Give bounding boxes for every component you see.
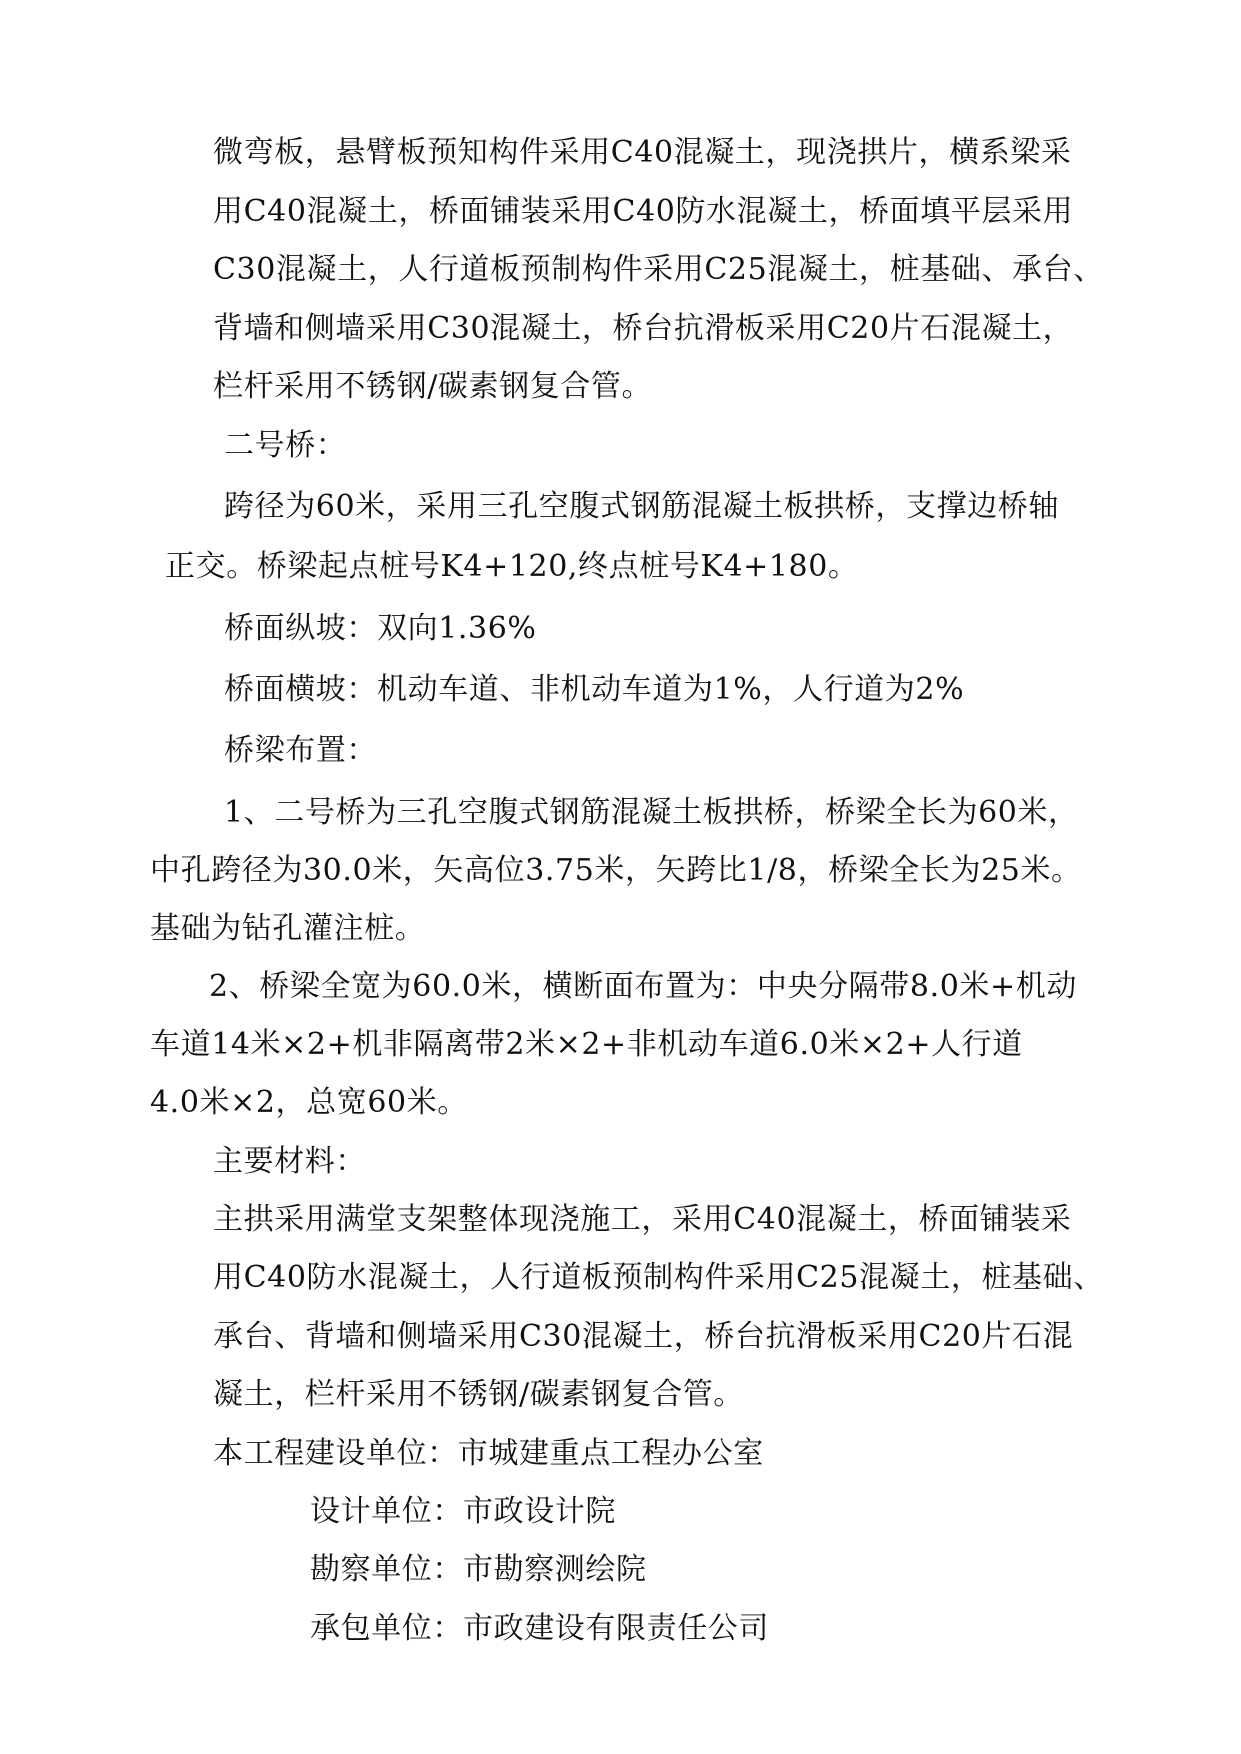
text-line: 桥面横坡：机动车道、非机动车道为1%，人行道为2%: [224, 672, 965, 707]
text-line: 跨径为60米，采用三孔空腹式钢筋混凝土板拱桥，支撑边桥轴: [224, 489, 1059, 524]
text-line: 用C40防水混凝土，人行道板预制构件采用C25混凝土，桩基础、: [213, 1260, 1104, 1295]
text-line: 勘察单位：市勘察测绘院: [310, 1552, 647, 1587]
section-heading: 主要材料：: [213, 1144, 366, 1179]
section-heading: 二号桥：: [224, 428, 347, 463]
text-line: C30混凝土，人行道板预制构件采用C25混凝土，桩基础、承台、: [213, 252, 1104, 287]
text-line: 栏杆采用不锈钢/碳素钢复合管。: [213, 369, 653, 404]
text-line: 4.0米×2，总宽60米。: [150, 1085, 468, 1120]
text-line: 车道14米×2+机非隔离带2米×2+非机动车道6.0米×2+人行道: [150, 1027, 1023, 1062]
text-line: 凝土，栏杆采用不锈钢/碳素钢复合管。: [213, 1377, 744, 1412]
text-line: 设计单位：市政设计院: [310, 1494, 616, 1529]
text-line: 主拱采用满堂支架整体现浇施工，采用C40混凝土，桥面铺装采: [213, 1202, 1072, 1237]
section-heading: 桥梁布置：: [224, 733, 377, 768]
text-line: 1、二号桥为三孔空腹式钢筋混凝土板拱桥，桥梁全长为60米，: [224, 795, 1079, 830]
text-line: 背墙和侧墙采用C30混凝土，桥台抗滑板采用C20片石混凝土，: [213, 311, 1074, 346]
text-line: 桥面纵坡：双向1.36%: [224, 611, 537, 646]
text-line: 中孔跨径为30.0米，矢高位3.75米，矢跨比1/8，桥梁全长为25米。: [150, 853, 1082, 888]
text-line: 本工程建设单位：市城建重点工程办公室: [213, 1436, 764, 1471]
text-line: 承包单位：市政建设有限责任公司: [310, 1611, 769, 1646]
text-line: 基础为钻孔灌注桩。: [150, 911, 426, 946]
text-line: 正交。桥梁起点桩号K4+120,终点桩号K4+180。: [165, 549, 859, 584]
text-line: 用C40混凝土，桥面铺装采用C40防水混凝土，桥面填平层采用: [213, 194, 1074, 229]
text-line: 微弯板，悬臂板预知构件采用C40混凝土，现浇拱片，横系梁采: [213, 135, 1072, 170]
text-line: 2、桥梁全宽为60.0米，横断面布置为：中央分隔带8.0米+机动: [209, 969, 1077, 1004]
text-line: 承台、背墙和侧墙采用C30混凝土，桥台抗滑板采用C20片石混: [213, 1319, 1074, 1354]
